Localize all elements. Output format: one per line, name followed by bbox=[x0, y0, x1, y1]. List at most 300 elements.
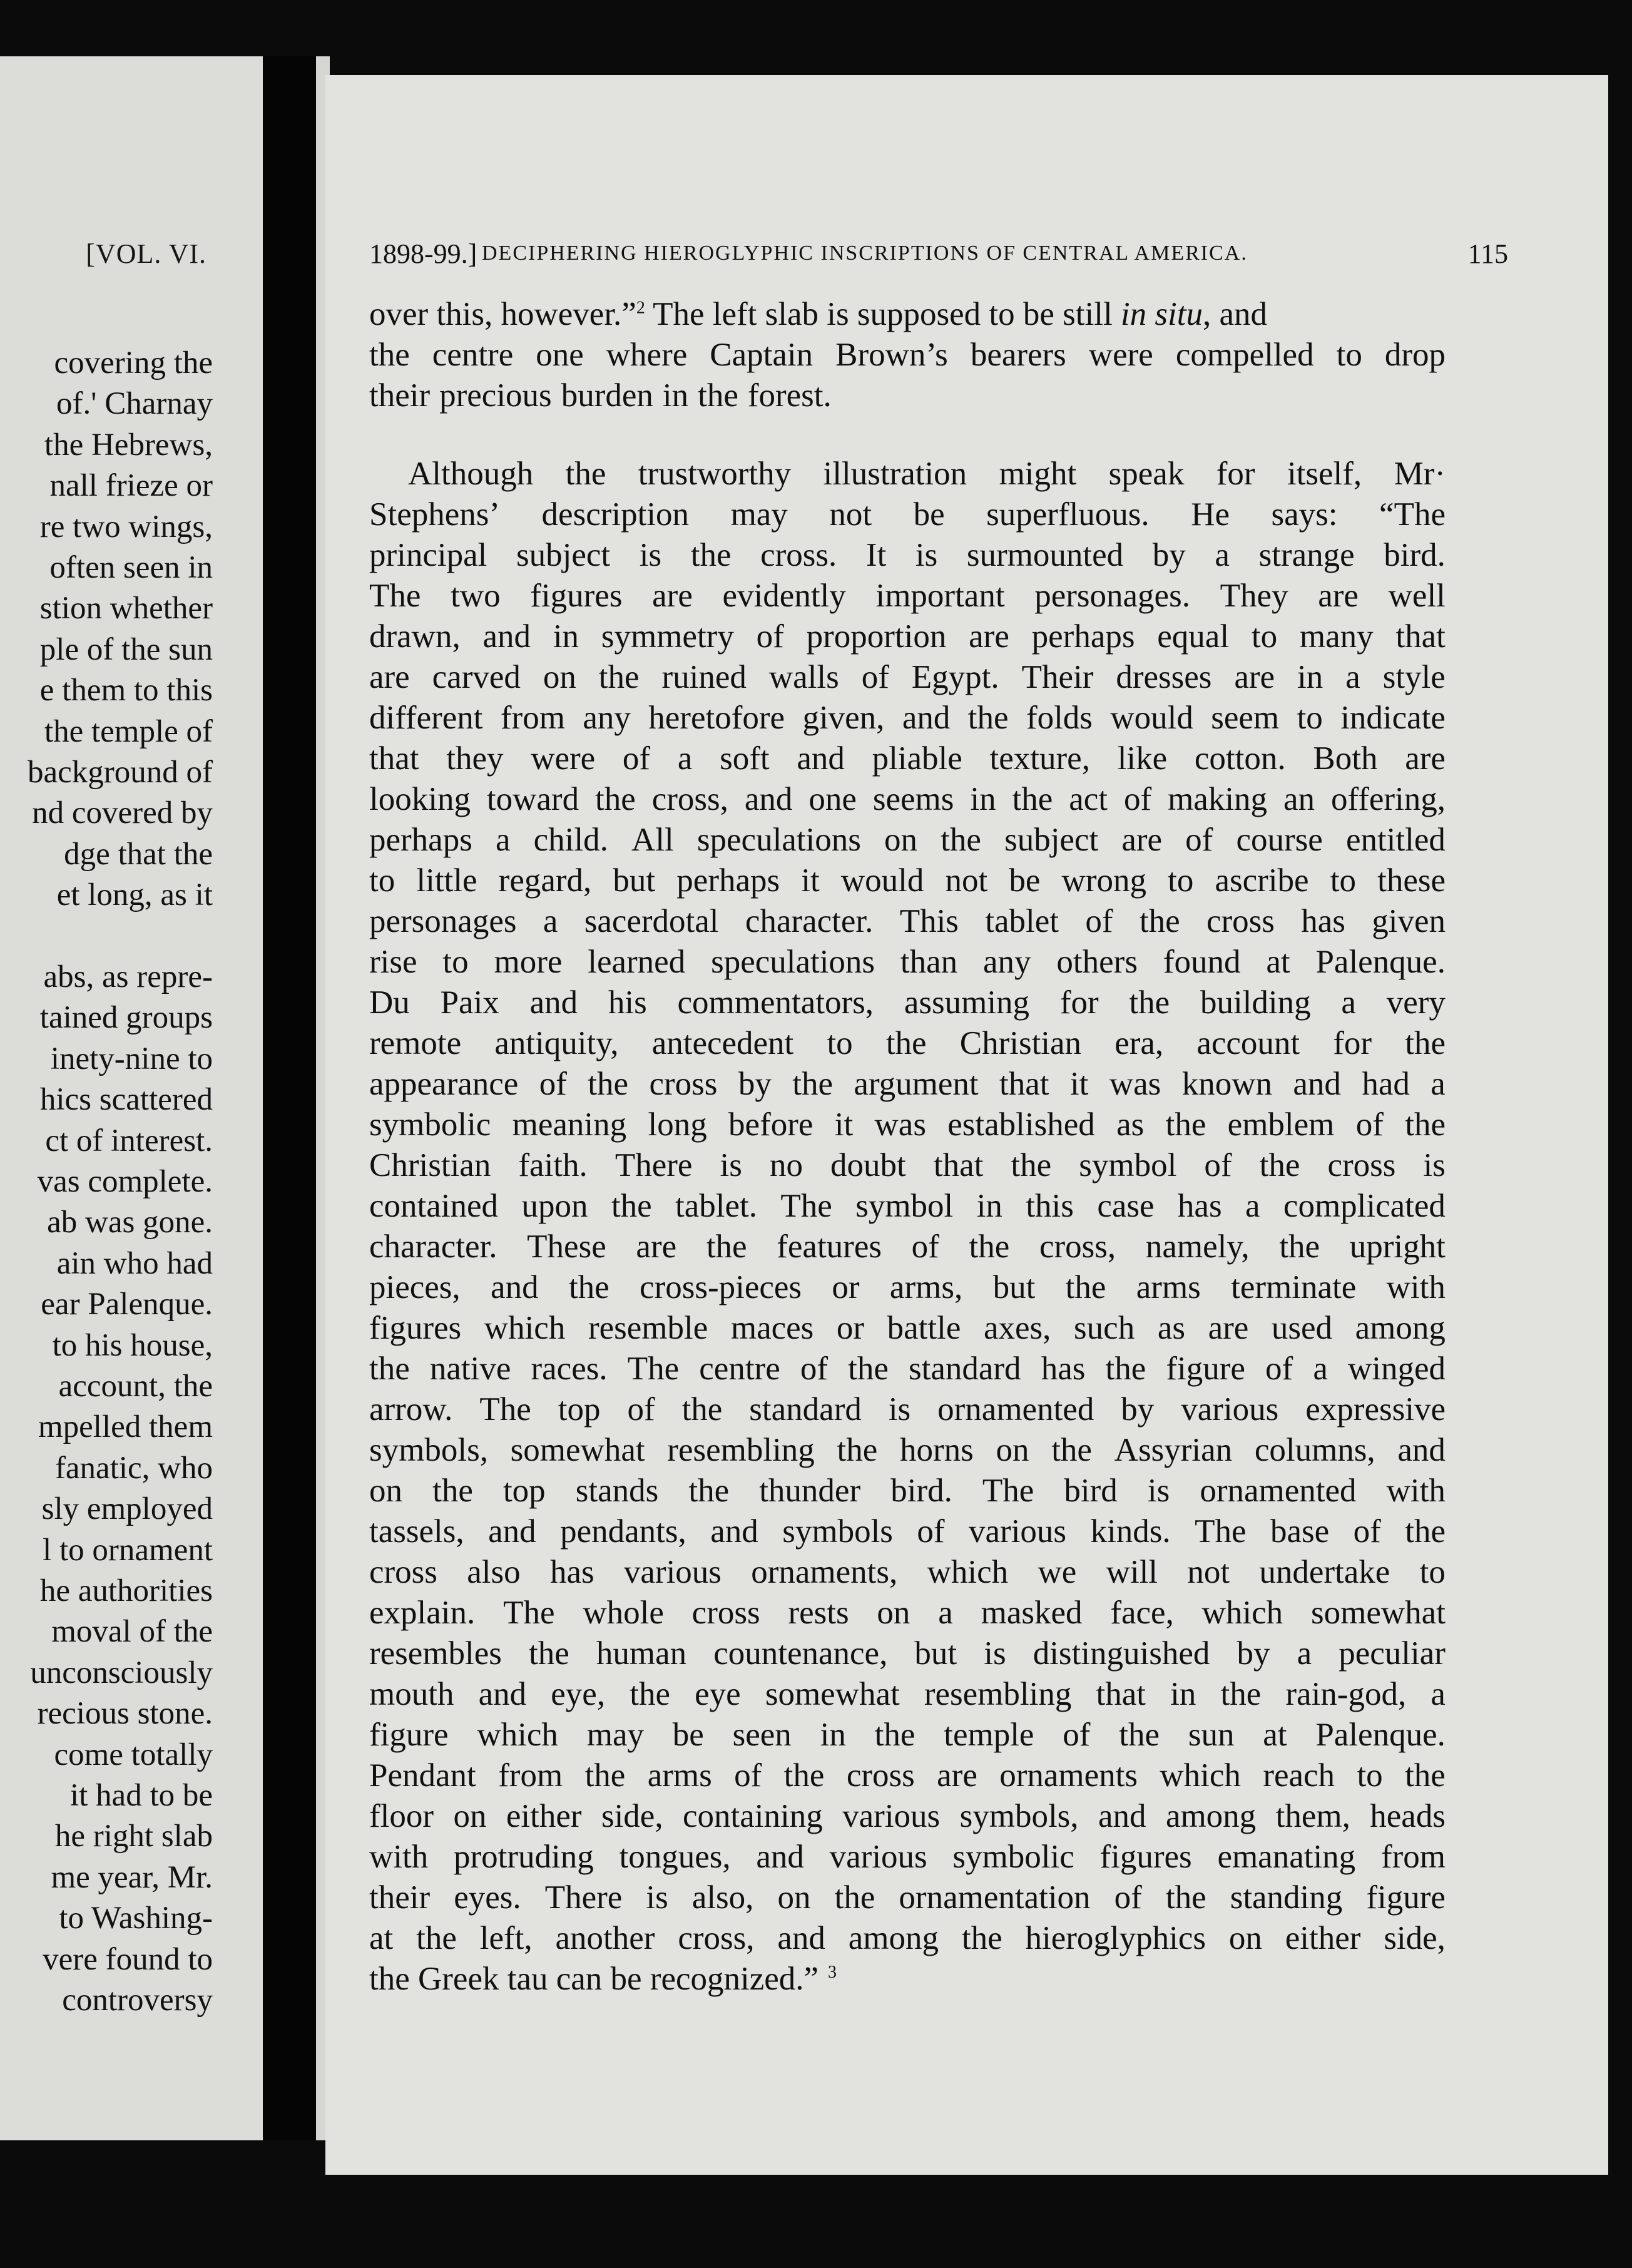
word: the bbox=[1279, 1228, 1320, 1265]
word: bird. bbox=[1384, 537, 1446, 573]
word: of bbox=[539, 1066, 567, 1102]
word: be bbox=[913, 496, 945, 533]
word: on bbox=[996, 1432, 1029, 1468]
word: Palenque. bbox=[1315, 1717, 1446, 1753]
word: The bbox=[369, 578, 421, 614]
word: the bbox=[1051, 1432, 1092, 1468]
word: of bbox=[756, 618, 784, 655]
word: rests bbox=[788, 1595, 849, 1631]
word: account bbox=[1196, 1025, 1300, 1061]
text-line bbox=[369, 698, 1446, 738]
word: cross, bbox=[1039, 1228, 1116, 1265]
word: personages. bbox=[1034, 578, 1190, 614]
word: complicated bbox=[1283, 1188, 1446, 1224]
word: of bbox=[1085, 903, 1113, 939]
word: learned bbox=[588, 944, 686, 980]
word: and bbox=[1397, 1432, 1446, 1468]
word: the bbox=[611, 1188, 652, 1224]
word: seem bbox=[1211, 700, 1280, 736]
text-line bbox=[369, 1186, 1446, 1227]
word: act bbox=[1069, 781, 1108, 817]
left-text-line: vas complete. bbox=[37, 1164, 213, 1199]
word: soft bbox=[720, 740, 770, 777]
word: It bbox=[865, 537, 887, 573]
word: of bbox=[1063, 1717, 1091, 1753]
word: to bbox=[1297, 700, 1323, 736]
word: All bbox=[631, 822, 674, 858]
word: symbolic bbox=[952, 1839, 1074, 1875]
left-page bbox=[0, 56, 263, 2140]
word: a bbox=[543, 903, 558, 939]
word: standard bbox=[749, 1391, 862, 1428]
word: perhaps bbox=[1031, 618, 1135, 655]
word: wrong bbox=[1061, 862, 1146, 899]
word: also bbox=[467, 1554, 521, 1590]
word: to bbox=[1419, 1554, 1446, 1590]
word: for bbox=[1059, 984, 1099, 1021]
text-line bbox=[369, 1918, 1446, 1959]
word: centre bbox=[432, 337, 514, 373]
word: and bbox=[797, 740, 845, 777]
word: Captain bbox=[710, 337, 813, 373]
word: sun bbox=[1188, 1717, 1235, 1753]
left-text-line: often seen in bbox=[49, 550, 213, 585]
word: that bbox=[933, 1147, 984, 1183]
word: with bbox=[369, 1839, 429, 1875]
word: it bbox=[1069, 1066, 1089, 1102]
word: the bbox=[369, 337, 410, 373]
word: upon bbox=[521, 1188, 588, 1224]
word: before bbox=[728, 1106, 813, 1143]
word: to bbox=[369, 862, 395, 899]
left-text-line: to his house, bbox=[52, 1327, 213, 1363]
word: an bbox=[1283, 781, 1315, 817]
word: The bbox=[479, 1391, 531, 1428]
word: either bbox=[1285, 1920, 1361, 1956]
word: in bbox=[820, 1717, 846, 1753]
page-number: 115 bbox=[1467, 238, 1508, 269]
word: speculations bbox=[711, 944, 875, 980]
word: the bbox=[598, 659, 640, 695]
text-line bbox=[369, 1349, 1446, 1389]
word: the bbox=[690, 537, 732, 573]
text-line bbox=[369, 1105, 1446, 1145]
word: that bbox=[1096, 1676, 1146, 1712]
word: on bbox=[453, 1798, 487, 1834]
word: a bbox=[1313, 1351, 1328, 1387]
text-line bbox=[369, 1471, 1446, 1511]
word: the bbox=[595, 781, 636, 817]
word: Palenque. bbox=[1315, 944, 1446, 980]
word: of bbox=[1204, 1147, 1232, 1183]
word: of bbox=[1123, 781, 1152, 817]
word: of bbox=[1185, 822, 1213, 858]
word: little bbox=[416, 862, 477, 899]
word: to bbox=[827, 1025, 853, 1061]
text-line bbox=[369, 375, 1446, 416]
word: this bbox=[1026, 1188, 1074, 1224]
word: ornamented bbox=[937, 1391, 1094, 1428]
word: another bbox=[555, 1920, 655, 1956]
word: the bbox=[584, 1757, 626, 1794]
word: the bbox=[706, 1228, 747, 1265]
word: hieroglyphics bbox=[1025, 1920, 1206, 1956]
text-line bbox=[369, 335, 1446, 375]
word: masked bbox=[981, 1595, 1083, 1631]
word: on bbox=[877, 1595, 910, 1631]
word: well bbox=[1388, 578, 1446, 614]
word: of bbox=[1355, 1106, 1384, 1143]
word: emblem bbox=[1227, 1106, 1335, 1143]
word: The bbox=[627, 1351, 680, 1387]
word: The bbox=[982, 1473, 1034, 1509]
book-spine bbox=[263, 56, 323, 2140]
left-text-line: he authorities bbox=[39, 1573, 213, 1608]
word: carved bbox=[432, 659, 521, 695]
word: arrow. bbox=[369, 1391, 453, 1428]
word: among bbox=[1355, 1310, 1446, 1346]
left-text-line: mpelled them bbox=[38, 1409, 213, 1445]
word: the bbox=[565, 456, 606, 492]
left-text-line: re two wings, bbox=[39, 509, 213, 544]
word: faith. bbox=[518, 1147, 588, 1183]
word: indicate bbox=[1340, 700, 1446, 736]
word: There bbox=[615, 1147, 693, 1183]
left-text-line: account, the bbox=[58, 1369, 213, 1404]
word: standing bbox=[1230, 1879, 1343, 1916]
word: was bbox=[1109, 1066, 1161, 1102]
word: resembling bbox=[667, 1432, 815, 1468]
word: left, bbox=[479, 1920, 533, 1956]
left-text-line: ain who had bbox=[56, 1245, 213, 1281]
word: one bbox=[536, 337, 584, 373]
word: figure bbox=[1366, 1879, 1446, 1916]
word: arms bbox=[647, 1757, 712, 1794]
text-line bbox=[369, 1267, 1446, 1308]
text-line bbox=[369, 1552, 1446, 1593]
left-text-line: nd covered by bbox=[32, 795, 213, 831]
word: expressive bbox=[1305, 1391, 1446, 1428]
word: cotton. bbox=[1194, 740, 1286, 777]
word: stands bbox=[575, 1473, 659, 1509]
word: course bbox=[1236, 822, 1323, 858]
word: the bbox=[1405, 1106, 1446, 1143]
word: is bbox=[639, 537, 662, 573]
text-line bbox=[369, 535, 1446, 576]
word: and bbox=[1293, 1066, 1341, 1102]
word: of bbox=[861, 659, 889, 695]
word: any bbox=[983, 944, 1031, 980]
word: of bbox=[1265, 1351, 1293, 1387]
word: making bbox=[1168, 781, 1268, 817]
word: the bbox=[1012, 781, 1053, 817]
word: argument bbox=[854, 1066, 979, 1102]
word: face, bbox=[1110, 1595, 1174, 1631]
word: has bbox=[1177, 1188, 1222, 1224]
word: drawn, bbox=[369, 618, 461, 655]
text-line bbox=[369, 1633, 1446, 1674]
word: perhaps bbox=[676, 862, 780, 899]
word: bearers bbox=[970, 337, 1066, 373]
word: be bbox=[672, 1717, 704, 1753]
word: with bbox=[1386, 1269, 1446, 1305]
word: namely, bbox=[1145, 1228, 1250, 1265]
text-line bbox=[369, 820, 1446, 861]
running-head-date: 1898-99.] bbox=[369, 238, 477, 269]
word: Pendant bbox=[369, 1757, 476, 1794]
word: symbolic bbox=[369, 1106, 491, 1143]
word: Although bbox=[408, 456, 534, 492]
text-line bbox=[369, 294, 1446, 335]
word: Both bbox=[1313, 740, 1378, 777]
left-text-line: the temple of bbox=[44, 713, 213, 749]
word: or bbox=[832, 1269, 860, 1305]
word: are bbox=[1318, 578, 1359, 614]
text-line bbox=[369, 1959, 1446, 2000]
left-text-line: fanatic, who bbox=[54, 1450, 213, 1486]
word: protruding bbox=[453, 1839, 594, 1875]
word: the bbox=[568, 1269, 609, 1305]
word: races. bbox=[531, 1351, 608, 1387]
word: doubt bbox=[830, 1147, 906, 1183]
left-text-line: it had to be bbox=[69, 1778, 213, 1813]
word: This bbox=[899, 903, 959, 939]
word: subject bbox=[1004, 822, 1099, 858]
word: axes, bbox=[984, 1310, 1051, 1346]
word: says: bbox=[1271, 496, 1338, 533]
word: human bbox=[596, 1635, 687, 1672]
word: of bbox=[917, 1513, 945, 1550]
word: on bbox=[1228, 1920, 1262, 1956]
word: reach bbox=[1263, 1757, 1335, 1794]
word: arms bbox=[1136, 1269, 1201, 1305]
word: and bbox=[491, 1269, 539, 1305]
left-text-line: ct of interest. bbox=[45, 1123, 213, 1158]
word: entitled bbox=[1345, 822, 1446, 858]
word: Egypt. bbox=[911, 659, 999, 695]
word: sacerdotal bbox=[584, 903, 719, 939]
word: explain. bbox=[369, 1595, 476, 1631]
left-text-line: hics scattered bbox=[39, 1082, 213, 1118]
word: burden bbox=[561, 377, 653, 414]
word: on bbox=[543, 659, 576, 695]
left-page-header: [VOL. VI. bbox=[86, 238, 207, 269]
word: top bbox=[502, 1473, 546, 1509]
word: in bbox=[976, 1188, 1002, 1224]
word: at bbox=[1266, 944, 1290, 980]
word: countenance, bbox=[713, 1635, 888, 1672]
word: that bbox=[999, 1066, 1049, 1102]
text-line bbox=[369, 901, 1446, 942]
word: They bbox=[1220, 578, 1288, 614]
word: somewhat bbox=[1311, 1595, 1446, 1631]
text-line bbox=[369, 657, 1446, 698]
word: heretofore bbox=[648, 700, 785, 736]
word: resembles bbox=[369, 1635, 502, 1672]
word: two bbox=[451, 578, 501, 614]
word: it bbox=[834, 1106, 854, 1143]
word: figure bbox=[369, 1717, 449, 1753]
word: were bbox=[531, 740, 596, 777]
word: their bbox=[369, 1879, 431, 1916]
word: symmetry bbox=[601, 618, 734, 655]
word: Mr· bbox=[1394, 456, 1446, 492]
word: symbols bbox=[782, 1513, 893, 1550]
word: cross, bbox=[678, 1920, 755, 1956]
word: are bbox=[1208, 1310, 1249, 1346]
word: the bbox=[1011, 1147, 1052, 1183]
italic-phrase: in situ bbox=[1120, 296, 1203, 332]
word: on bbox=[369, 1473, 402, 1509]
left-text-line: controversy bbox=[62, 1983, 213, 2018]
word: is bbox=[915, 537, 938, 573]
word: found bbox=[1163, 944, 1241, 980]
word: the bbox=[1139, 903, 1180, 939]
word: a bbox=[1297, 1635, 1312, 1672]
word: are bbox=[1121, 822, 1163, 858]
word: the bbox=[837, 1432, 878, 1468]
text-line bbox=[369, 1796, 1446, 1837]
word: and bbox=[488, 1513, 536, 1550]
word: of bbox=[627, 1391, 655, 1428]
word: known bbox=[1181, 1066, 1272, 1102]
left-text-line: stion whether bbox=[39, 591, 213, 626]
word: more bbox=[494, 944, 563, 980]
word: pliable bbox=[872, 740, 962, 777]
word: illustration bbox=[823, 456, 967, 492]
word: “The bbox=[1379, 496, 1446, 533]
word: cross bbox=[691, 1595, 760, 1631]
word: at bbox=[1263, 1717, 1287, 1753]
word: various bbox=[969, 1513, 1067, 1550]
word: like bbox=[1117, 740, 1168, 777]
word: them, bbox=[1275, 1798, 1350, 1834]
word: the bbox=[1405, 1757, 1446, 1794]
word: Stephens’ bbox=[369, 496, 501, 533]
word: was bbox=[874, 1106, 926, 1143]
word: character. bbox=[745, 903, 874, 939]
word: and bbox=[777, 1920, 825, 1956]
left-text-line: ab was gone. bbox=[47, 1205, 213, 1240]
word: ornaments, bbox=[751, 1554, 898, 1590]
word: a bbox=[1431, 1066, 1446, 1102]
word: walls bbox=[768, 659, 839, 695]
word: Their bbox=[1021, 659, 1094, 695]
word: drop bbox=[1384, 337, 1446, 373]
word: also, bbox=[691, 1879, 754, 1916]
word: eye bbox=[695, 1676, 741, 1712]
word: ornamented bbox=[1200, 1473, 1357, 1509]
word: There bbox=[544, 1879, 623, 1916]
word: the bbox=[1119, 1717, 1160, 1753]
text-line bbox=[369, 861, 1446, 901]
word: cross bbox=[1327, 1147, 1396, 1183]
word: the bbox=[961, 1920, 1002, 1956]
left-text-line: l to ornament bbox=[43, 1532, 213, 1568]
word: centre bbox=[699, 1351, 780, 1387]
word: seen bbox=[732, 1717, 792, 1753]
word: they bbox=[446, 740, 504, 777]
word: the bbox=[688, 1473, 730, 1509]
word: established bbox=[947, 1106, 1095, 1143]
footnote-ref: 3 bbox=[828, 1963, 837, 1983]
text-run: over this, however.”$^2$ The left slab is supposed to be still in situ, and bbox=[369, 296, 1268, 332]
word: where bbox=[606, 337, 688, 373]
word: a bbox=[1345, 659, 1360, 695]
word: resemble bbox=[588, 1310, 708, 1346]
text-line bbox=[369, 983, 1446, 1023]
word: has bbox=[1301, 903, 1345, 939]
left-text-line: e them to this bbox=[39, 673, 213, 708]
word: Paix bbox=[440, 984, 499, 1021]
word: are bbox=[1234, 659, 1275, 695]
word: rise bbox=[369, 944, 417, 980]
word: a bbox=[1431, 1676, 1446, 1712]
text-line bbox=[369, 1511, 1446, 1552]
word: is bbox=[888, 1391, 911, 1428]
word: symbols, bbox=[959, 1798, 1079, 1834]
word: of bbox=[911, 1228, 939, 1265]
word: the bbox=[681, 1391, 723, 1428]
word: among bbox=[1165, 1798, 1257, 1834]
word: winged bbox=[1347, 1351, 1446, 1387]
word: antiquity, bbox=[494, 1025, 619, 1061]
word: assuming bbox=[904, 984, 1030, 1021]
word: and bbox=[482, 618, 531, 655]
word: looking bbox=[369, 781, 471, 817]
left-text-line: covering the bbox=[54, 347, 213, 381]
word: peculiar bbox=[1339, 1635, 1446, 1672]
left-text-line: unconsciously bbox=[30, 1655, 213, 1690]
word: may bbox=[730, 496, 788, 533]
word: but bbox=[613, 862, 656, 899]
word: many bbox=[1299, 618, 1374, 655]
word: undertake bbox=[1259, 1554, 1390, 1590]
word: various bbox=[829, 1839, 927, 1875]
word: are bbox=[1405, 740, 1446, 777]
word: not bbox=[829, 496, 872, 533]
word: arms, bbox=[889, 1269, 963, 1305]
paragraph bbox=[369, 454, 1446, 1959]
word: his bbox=[608, 984, 647, 1021]
word: native bbox=[429, 1351, 511, 1387]
word: the bbox=[885, 1025, 927, 1061]
word: symbol bbox=[855, 1188, 954, 1224]
word: cross. bbox=[760, 537, 837, 573]
text-line bbox=[369, 1755, 1446, 1796]
word: The bbox=[1195, 1513, 1247, 1550]
word: it bbox=[801, 862, 820, 899]
word: itself, bbox=[1287, 456, 1362, 492]
text-line bbox=[369, 454, 1446, 494]
word: and bbox=[478, 1676, 527, 1712]
word: and bbox=[529, 984, 578, 1021]
word: the bbox=[1259, 1147, 1300, 1183]
word: which bbox=[477, 1717, 558, 1753]
word: will bbox=[1106, 1554, 1158, 1590]
word: a bbox=[1341, 984, 1356, 1021]
left-text-line: to Washing- bbox=[59, 1901, 213, 1936]
text-line bbox=[369, 1023, 1446, 1064]
word: the bbox=[1065, 1269, 1106, 1305]
word: precious bbox=[439, 377, 552, 414]
word: folds bbox=[1026, 700, 1093, 736]
word: is bbox=[720, 1147, 742, 1183]
text-line bbox=[369, 1064, 1446, 1105]
word: eyes. bbox=[454, 1879, 521, 1916]
word: tablet. bbox=[675, 1188, 757, 1224]
word: horns bbox=[899, 1432, 974, 1468]
